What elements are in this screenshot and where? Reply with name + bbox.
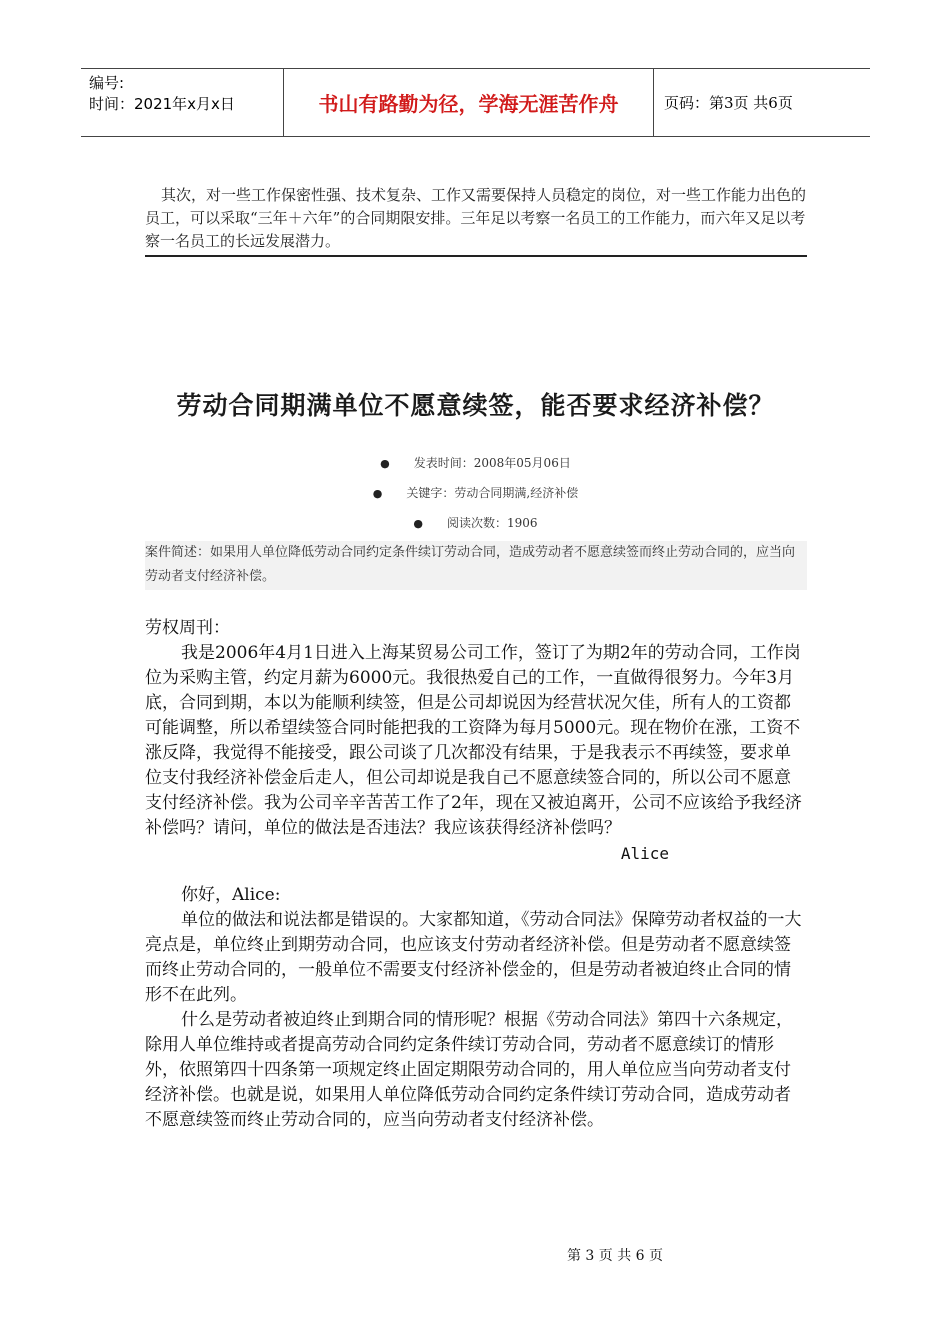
bullet-icon: ● <box>380 457 390 470</box>
document-number: 编号: <box>89 74 125 92</box>
reply-greeting: 你好，Alice: <box>181 885 281 905</box>
article-title: 劳动合同期满单位不愿意续签，能否要求经济补偿？ <box>176 391 775 420</box>
letter-signature: Alice <box>620 844 669 863</box>
meta-publish-date: ● 发表时间：2008年05月06日 <box>380 456 571 470</box>
reply-paragraph: 单位的做法和说法都是错误的。大家都知道，《劳动合同法》保障劳动者权益的一大亮点是，单位终止到期劳动合同，也应该支付劳动者经济补偿。但是劳动者不愿意续签而终止劳动合同的，一般单位不需要支付经济补偿金的，但是劳动者被迫终止合同的情形不在此列。 <box>145 910 802 1005</box>
intro-paragraph: 其次，对一些工作保密性强、技术复杂、工作又需要保持人员稳定的岗位，对一些工作能力出色的员工，可以采取“三年＋六年”的合同期限安排。三年足以考察一名员工的工作能力，而六年又足以考察一名员工的长远发展潜力。 <box>145 186 807 250</box>
page-footer: 第 3 页 共 6 页 <box>566 1248 664 1264</box>
document-date: 时间：2021年x月x日 <box>89 95 235 113</box>
letter-salutation: 劳权周刊： <box>145 618 230 638</box>
section-divider <box>145 255 807 257</box>
header-motto: 书山有路勤为径，学海无涯苦作舟 <box>283 69 654 136</box>
page-header <box>81 68 870 137</box>
header-info <box>81 69 283 136</box>
reply-paragraph: 什么是劳动者被迫终止到期合同的情形呢？根据《劳动合同法》第四十六条规定，除用人单位维持或者提高劳动合同约定条件续订劳动合同，劳动者不愿意续订的情形外，依照第四十四条第一项规定终止固定期限劳动合同的，用人单位应当向劳动者支付经济补偿。也就是说，如果用人单位降低劳动合同约定条件续订劳动合同，造成劳动者不愿意续签而终止劳动合同的，应当向劳动者支付经济补偿。 <box>145 1010 793 1130</box>
bullet-icon: ● <box>372 487 383 500</box>
meta-keywords: ● 关键字：劳动合同期满,经济补偿 <box>372 486 579 500</box>
letter-body: 我是2006年4月1日进入上海某贸易公司工作，签订了为期2年的劳动合同，工作岗位为采购主管，约定月薪为6000元。我很热爱自己的工作，一直做得很努力。今年3月底，合同到期，本以为能顺利续签，但是公司却说因为经营状况欠佳，所有人的工资都可能调整，所以希望续签合同时能把我的工资降为每月5000元。现在物价在涨，工资不涨反降，我觉得不能接受，跟公司谈了几次都没有结果，于是我表示不再续签，要求单位支付我经济补偿金后走人，但公司却说是我自己不愿意续签合同的，所以公司不愿意支付经济补偿。我为公司辛辛苦苦工作了2年，现在又被迫离开，公司不应该给予我经济补偿吗？请问，单位的做法是否违法？我应该获得经济补偿吗？ <box>145 643 802 838</box>
bullet-icon: ● <box>413 517 424 530</box>
case-summary: 案件简述：如果用人单位降低劳动合同约定条件续订劳动合同，造成劳动者不愿意续签而终止劳动合同的，应当向劳动者支付经济补偿。 <box>145 541 807 590</box>
header-page-number: 页码：第3页 共6页 <box>664 94 793 112</box>
article-body <box>145 616 807 1133</box>
meta-read-count: ● 阅读次数：1906 <box>413 516 538 530</box>
intro-section <box>145 184 807 253</box>
